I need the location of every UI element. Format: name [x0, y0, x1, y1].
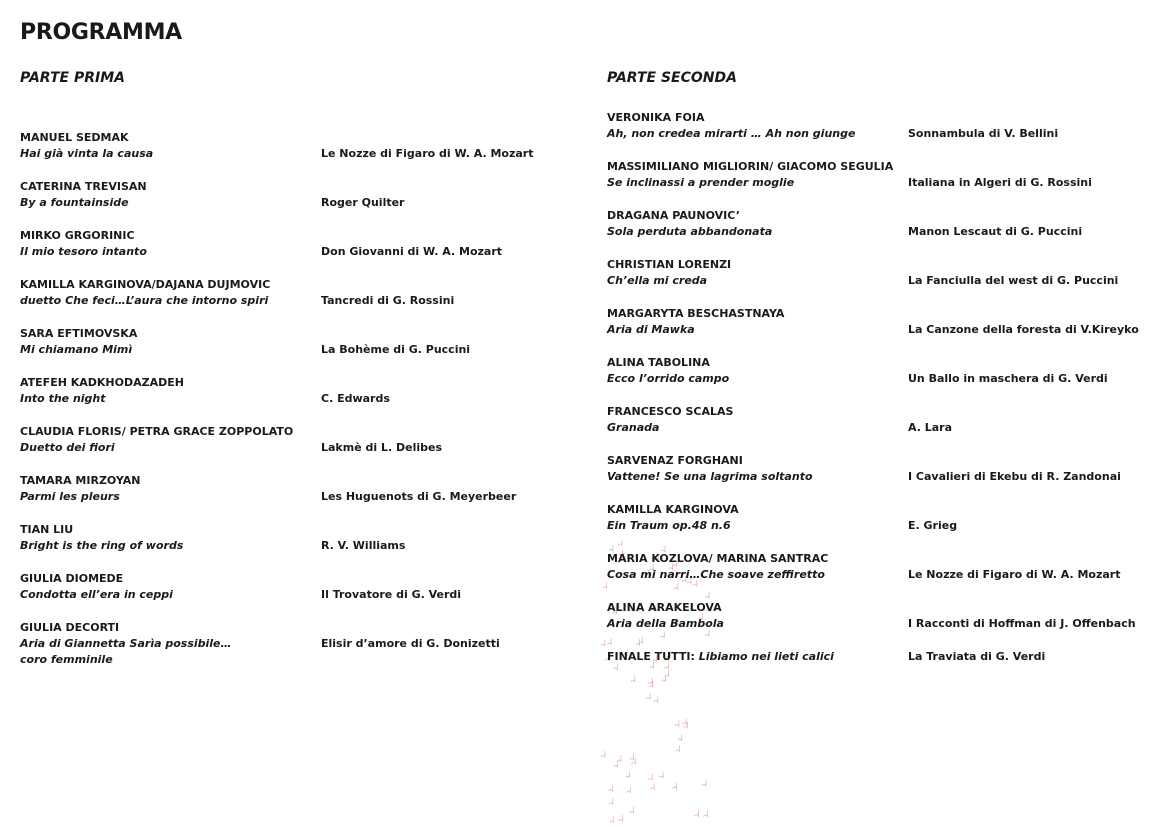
- aria-title: Aria di Mawka: [607, 323, 695, 336]
- aria-title: Aria di Giannetta Sarìa possibile… coro femminile: [20, 637, 232, 666]
- program-entry: [607, 306, 1167, 338]
- finale-line: [607, 649, 908, 665]
- program-entry: [607, 159, 1167, 191]
- aria-title: Ch’ella mi creda: [607, 274, 708, 287]
- aria-title: Ah, non credea mirarti … Ah non giunge: [607, 127, 856, 140]
- aria-title: Mi chiamano Mimì: [20, 343, 133, 356]
- opera-composer: Tancredi di G. Rossini: [321, 294, 455, 307]
- opera-composer: E. Grieg: [908, 519, 958, 532]
- opera-composer: La Fanciulla del west di G. Puccini: [908, 274, 1119, 287]
- opera-composer: Les Huguenots di G. Meyerbeer: [321, 490, 517, 503]
- part-two-heading: PARTE SECONDA: [607, 70, 737, 86]
- aria-title: Ecco l’orrido campo: [607, 372, 730, 385]
- opera-composer: Un Ballo in maschera di G. Verdi: [908, 372, 1108, 385]
- performer-name: ALINA ARAKELOVA: [607, 601, 722, 614]
- performer-name: MIRKO GRGORINIC: [20, 229, 135, 242]
- program-entry: [20, 424, 580, 456]
- opera-composer: I Cavalieri di Ekebu di R. Zandonai: [908, 470, 1121, 483]
- finale-opera: La Traviata di G. Verdi: [908, 650, 1046, 663]
- performer-name: KAMILLA KARGINOVA: [607, 503, 739, 516]
- aria-title: Cosa mi narri…Che soave zeffiretto: [607, 568, 825, 581]
- performer-name: SARA EFTIMOVSKA: [20, 327, 138, 340]
- part-one-list: [20, 130, 580, 685]
- program-entry: [20, 228, 580, 260]
- aria-title: Duetto dei fiori: [20, 441, 115, 454]
- finale-aria: Libiamo nei lieti calici: [698, 650, 834, 663]
- opera-composer: Sonnambula di V. Bellini: [908, 127, 1059, 140]
- performer-name: ATEFEH KADKHODAZADEH: [20, 376, 184, 389]
- program-entry: [20, 375, 580, 407]
- opera-composer: Elisir d’amore di G. Donizetti: [321, 637, 500, 650]
- program-entry: [607, 551, 1167, 583]
- performer-name: CATERINA TREVISAN: [20, 180, 147, 193]
- opera-composer: La Canzone della foresta di V.Kireyko: [908, 323, 1139, 336]
- opera-composer: I Racconti di Hoffman di J. Offenbach: [908, 617, 1136, 630]
- aria-title: Aria della Bambola: [607, 617, 724, 630]
- aria-title: Vattene! Se una lagrima soltanto: [607, 470, 813, 483]
- performer-name: GIULIA DIOMEDE: [20, 572, 124, 585]
- program-entry: [20, 473, 580, 505]
- program-entry: [20, 277, 580, 309]
- finale-entry: [607, 649, 1167, 665]
- aria-title: duetto Che feci…L’aura che intorno spiri: [20, 294, 269, 307]
- opera-composer: Manon Lescaut di G. Puccini: [908, 225, 1083, 238]
- performer-name: CHRISTIAN LORENZI: [607, 258, 732, 271]
- finale-label: FINALE TUTTI:: [607, 650, 695, 663]
- aria-title: Sola perduta abbandonata: [607, 225, 773, 238]
- performer-name: GIULIA DECORTI: [20, 621, 120, 634]
- aria-title: Parmi les pleurs: [20, 490, 120, 503]
- performer-name: MASSIMILIANO MIGLIORIN/ GIACOMO SEGULIA: [607, 160, 894, 173]
- aria-title: Bright is the ring of words: [20, 539, 184, 552]
- program-entry: [20, 130, 580, 162]
- program-entry: [20, 179, 580, 211]
- aria-title: Se inclinassi a prender moglie: [607, 176, 795, 189]
- program-entry: [20, 620, 580, 668]
- opera-composer: R. V. Williams: [321, 539, 406, 552]
- program-entry: [607, 600, 1167, 632]
- program-entry: [607, 404, 1167, 436]
- program-entry: [607, 208, 1167, 240]
- aria-title: Condotta ell’era in ceppi: [20, 588, 173, 601]
- performer-name: MARIA KOZLOVA/ MARINA SANTRAC: [607, 552, 829, 565]
- program-entry: [607, 453, 1167, 485]
- aria-title: Ein Traum op.48 n.6: [607, 519, 731, 532]
- program-entry: [20, 571, 580, 603]
- aria-title: Il mio tesoro intanto: [20, 245, 147, 258]
- opera-composer: Don Giovanni di W. A. Mozart: [321, 245, 503, 258]
- program-entry: [607, 110, 1167, 142]
- opera-composer: Il Trovatore di G. Verdi: [321, 588, 462, 601]
- opera-composer: Le Nozze di Figaro di W. A. Mozart: [908, 568, 1121, 581]
- part-two-list: [607, 110, 1167, 682]
- performer-name: MANUEL SEDMAK: [20, 131, 129, 144]
- program-entry: [607, 257, 1167, 289]
- performer-name: KAMILLA KARGINOVA/DAJANA DUJMOVIC: [20, 278, 271, 291]
- performer-name: CLAUDIA FLORIS/ PETRA GRACE ZOPPOLATO: [20, 425, 294, 438]
- performer-name: TAMARA MIRZOYAN: [20, 474, 141, 487]
- performer-name: MARGARYTA BESCHASTNAYA: [607, 307, 785, 320]
- program-entry: [607, 502, 1167, 534]
- part-one-heading: PARTE PRIMA: [20, 70, 125, 86]
- program-entry: [20, 522, 580, 554]
- opera-composer: Italiana in Algeri di G. Rossini: [908, 176, 1092, 189]
- opera-composer: Lakmè di L. Delibes: [321, 441, 443, 454]
- performer-name: VERONIKA FOIA: [607, 111, 705, 124]
- aria-title: By a fountainside: [20, 196, 129, 209]
- performer-name: SARVENAZ FORGHANI: [607, 454, 743, 467]
- aria-title: Into the night: [20, 392, 106, 405]
- opera-composer: Le Nozze di Figaro di W. A. Mozart: [321, 147, 534, 160]
- performer-name: DRAGANA PAUNOVIC’: [607, 209, 740, 222]
- performer-name: ALINA TABOLINA: [607, 356, 710, 369]
- performer-name: TIAN LIU: [20, 523, 74, 536]
- opera-composer: C. Edwards: [321, 392, 390, 405]
- program-entry: [607, 355, 1167, 387]
- program-entry: [20, 326, 580, 358]
- page-title: PROGRAMMA: [20, 20, 182, 45]
- aria-title: Hai già vinta la causa: [20, 147, 154, 160]
- performer-name: FRANCESCO SCALAS: [607, 405, 734, 418]
- opera-composer: La Bohème di G. Puccini: [321, 343, 471, 356]
- opera-composer: A. Lara: [908, 421, 953, 434]
- aria-title: Granada: [607, 421, 660, 434]
- opera-composer: Roger Quilter: [321, 196, 405, 209]
